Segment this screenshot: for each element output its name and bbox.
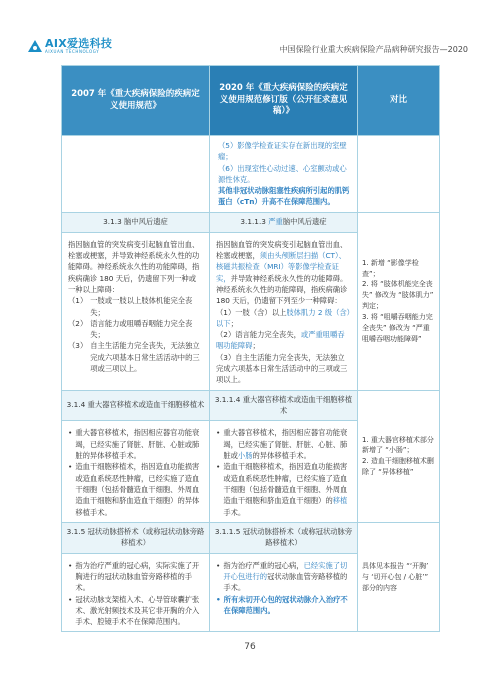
col-header-compare: 对比 (358, 66, 440, 136)
logo-mark-icon (28, 40, 42, 52)
list-item: • 冠状动脉支架植入术、心导管球囊扩张术、激光射频技术及其它非开胸的介入手术、腔镜手术不在保障范围内。 (68, 594, 200, 627)
list-item: • 造血干细胞移植术，指因造血功能损害或造血系统恶性肿瘤，已经实施了造血干细胞（包括骨髓造血干细胞、外周血造血干细胞和脐血造血干细胞）的异体移植手术。 (68, 462, 200, 517)
list-item: • 造血干细胞移植术，指因造血功能损害或造血系统恶性肿瘤，已经实施了造血干细胞（包括骨髓造血干细胞、外周血造血干细胞和脐血造血干细胞）的移植手术。 (216, 462, 348, 517)
list-item: • 指为治疗严重的冠心病，实际实施了开胸进行的冠状动脉血管旁路移植的手术。 (68, 560, 200, 593)
subhead-2007-cabg: 3.1.5 冠状动脉搭桥术（或称冠状动脉旁路移植术） (62, 522, 210, 553)
list-item: 1. 新增 “影像学检查”； (362, 258, 419, 278)
remark-stroke (358, 212, 440, 390)
comparison-table (61, 65, 440, 632)
list-item: 2. 将 “肢体机能完全丧失” 修改为 “肢体肌力” 判定； (362, 280, 434, 311)
subhead-2007-stroke: 3.1.3 脑中风后遗症 (62, 212, 210, 232)
cell-empty (62, 136, 210, 213)
list-item: （1） 一肢或一肢以上肢体机能完全丧失； (68, 296, 193, 317)
col-header-2020: 2020 年《重大疾病保险的疾病定义使用规范修订版（公开征求意见稿）》 (210, 66, 358, 136)
list-item: （1）一肢（含）以上肢体肌力 2 级（含）以下； (216, 307, 351, 328)
subhead-2020-cabg: 3.1.1.5 冠状动脉搭桥术（或称冠状动脉旁路移植术） (210, 522, 358, 553)
cell-2020-cabg (210, 553, 358, 632)
logo-subtitle: AIXUAN TECHNOLOGY (45, 49, 100, 54)
cell-2007-transplant (62, 421, 210, 522)
list-item: • 重大器官移植术，指因相应器官功能衰竭，已经实施了肾脏、肝脏、心脏或肺脏的异体移植手术。 (68, 428, 200, 461)
table-row-subhead (62, 522, 440, 553)
table-row-subhead (62, 390, 440, 421)
list-item: （5）影像学检查证实存在新出现的室壁瘤； (218, 141, 347, 162)
page-number: 76 (244, 642, 256, 652)
list-item: （3） 自主生活能力完全丧失，无法独立完成六项基本日常生活活动中的三项或三项以上。 (68, 341, 200, 373)
remark-cabg: 具体见本报告 “‘开胸’ 与 ‘切开心包 / 心脏’” 部分的内容 (358, 522, 440, 632)
list-item: （3）自主生活能力完全丧失，无法独立完成六项基本日常生活活动中的三项或三项以上。 (216, 352, 348, 385)
cell-2020-transplant (210, 421, 358, 522)
list-item: • 所有未切开心包的冠状动脉介入治疗不在保障范围内。 (216, 594, 348, 615)
cell-2020-stroke: 指因脑血管的突发病变引起脑血管出血、栓塞或梗塞，须由头颅断层扫描（CT）、核磁共振检查（MRI）等影像学检查证实，并导致神经系统永久性的功能障碍。神经系统永久性的功能障碍，指疾病确诊 180 天后，仍遗留下列至少一种障碍： （1）一肢（含）以上肢体肌力 2 级（含）以下； （2）语言能力完全丧失，或严重咀嚼吞咽功能障碍； （3）自主生活能力完全丧失，无法独立完成六项基本日常生活活动中的三项或三项以上。 (210, 232, 358, 390)
table-row-continuation (62, 136, 440, 213)
list-item: 2. 造血干细胞移植术删除了 “异体移植” (362, 457, 434, 477)
exclusion-note: 其他非冠状动脉阻塞性疾病所引起的肌钙蛋白（cTn）升高不在保障范围内。 (218, 186, 350, 207)
report-title: 中国保险行业重大疾病保险产品病种研究报告—2020 (279, 45, 468, 54)
cell-2007-cabg (62, 553, 210, 632)
cell-2020-continuation (210, 136, 358, 213)
remark-transplant (358, 390, 440, 522)
subhead-2007-transplant: 3.1.4 重大器官移植术或造血干细胞移植术 (62, 390, 210, 421)
col-header-2007: 2007 年《重大疾病保险的疾病定义使用规范》 (62, 66, 210, 136)
list-item: （2）语言能力完全丧失，或严重咀嚼吞咽功能障碍； (216, 330, 345, 351)
table-row-subhead (62, 212, 440, 232)
subhead-2020-transplant: 3.1.1.4 重大器官移植术或造血干细胞移植术 (210, 390, 358, 421)
table-header-row (62, 66, 440, 136)
list-item: （6）出现室性心动过速、心室颤动或心源性休克。 (218, 163, 347, 184)
list-item: 1. 重大器官移植术部分新增了 “小肠”； (362, 435, 434, 455)
list-item: 3. 将 “咀嚼吞咽能力完全丧失” 修改为 “严重咀嚼吞咽功能障碍” (362, 313, 433, 343)
list-item: • 指为治疗严重的冠心病，已经实施了切开心包进行的冠状动脉血管旁路移植的手术。 (216, 560, 348, 593)
subhead-2020-stroke: 3.1.1.3 严重脑中风后遗症 (210, 212, 358, 232)
brand-logo (28, 38, 112, 54)
cell-empty (358, 136, 440, 213)
logo-name: AIX爱选科技 (45, 37, 113, 50)
cell-2007-stroke: 指因脑血管的突发病变引起脑血管出血、栓塞或梗塞，并导致神经系统永久性的功能障碍。神经系统永久性的功能障碍，指疾病确诊 180 天后，仍遗留下列一种或一种以上障碍： （1） 一肢或一肢以上肢体机能完全丧失； （2） 语言能力或咀嚼吞咽能力完全丧失； （3） 自主生活能力完全丧失，无法独立完成六项基本日常生活活动中的三项或三项以上。 (62, 232, 210, 390)
list-item: • 重大器官移植术，指因相应器官功能衰竭，已经实施了肾脏、肝脏、心脏、肺脏或小肠的异体移植手术。 (216, 428, 348, 461)
list-item: （2） 语言能力或咀嚼吞咽能力完全丧失； (68, 318, 193, 340)
page-header (0, 0, 500, 62)
